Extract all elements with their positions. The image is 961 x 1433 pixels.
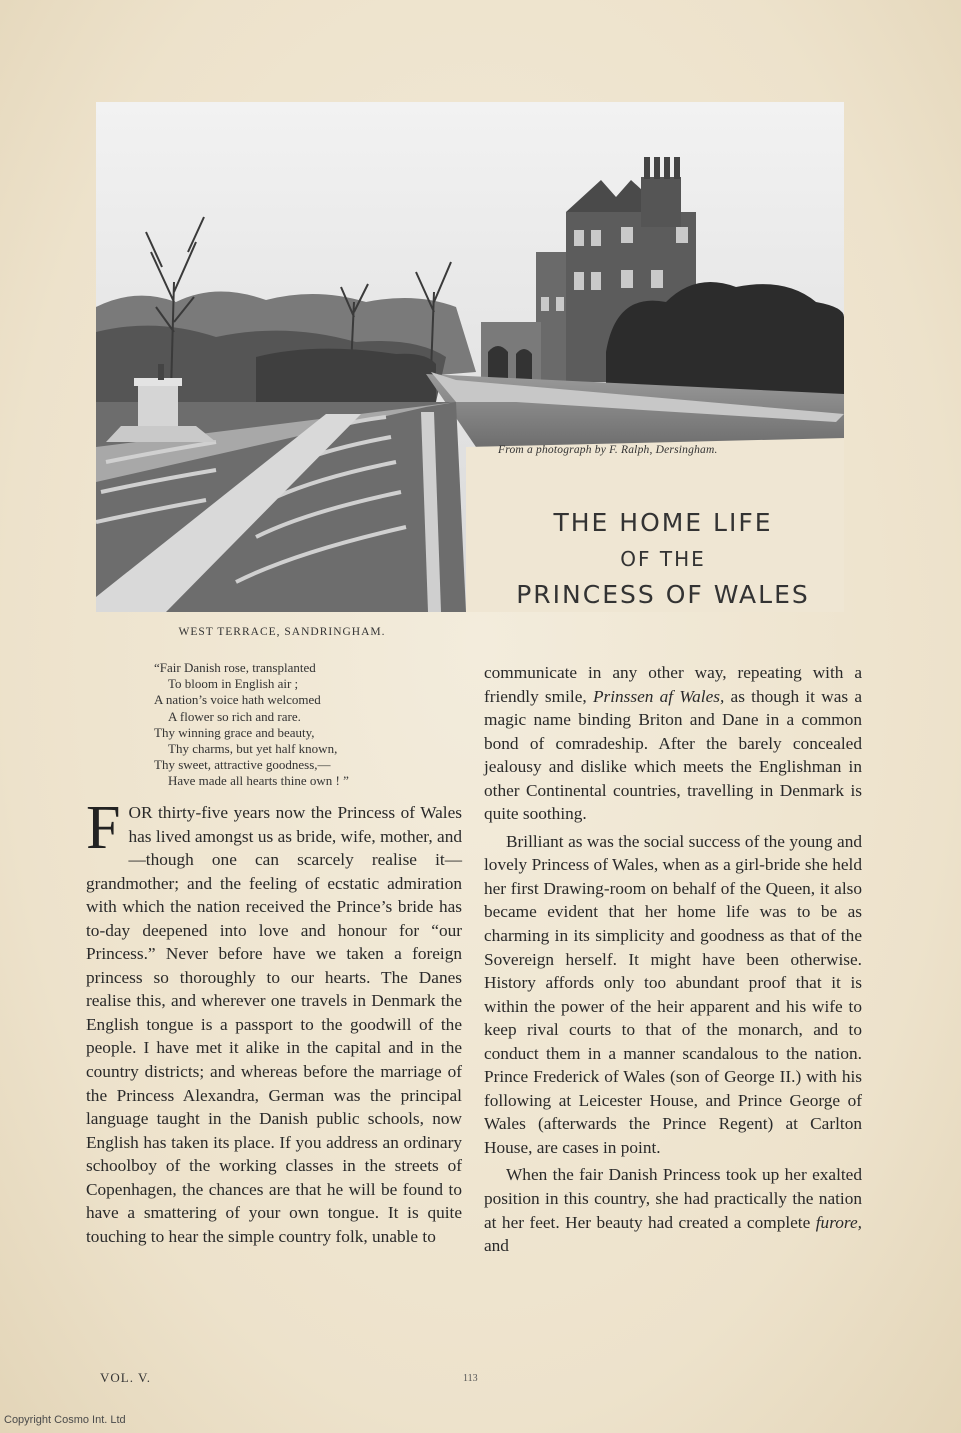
article-column-right xyxy=(484,661,862,1258)
poem-line: Thy winning grace and beauty, xyxy=(154,724,315,740)
title-line-3: PRINCESS OF WALES xyxy=(516,580,810,609)
poem-line: Have made all hearts thine own ! ” xyxy=(168,773,349,789)
epigraph-poem xyxy=(154,660,464,790)
article-title xyxy=(470,505,856,613)
poem-line: A nation’s voice hath welcomed xyxy=(154,692,321,708)
article-paragraph xyxy=(86,794,462,1248)
poem-line: Thy charms, but yet half known, xyxy=(168,741,338,757)
text-run: When the fair Danish Princess took up her exalted position in this country, she had practically the nation at her feet. Her beauty had created a complete xyxy=(484,1165,862,1232)
poem-line: “Fair Danish rose, transplanted xyxy=(154,660,316,675)
title-line-2: OF THE xyxy=(620,547,706,571)
title-line-1: THE HOME LIFE xyxy=(553,508,773,537)
article-column-left xyxy=(86,794,462,1248)
text-run: as though it was a magic name binding Briton and Dane in a common bond of comradeship. After the barely concealed jealousy and dislike which meets the Englishman in other Continental countries, travelling in Denmark is quite soothing. xyxy=(484,686,862,824)
article-paragraph xyxy=(484,661,862,826)
photo-caption: WEST TERRACE, SANDRINGHAM. xyxy=(178,626,386,638)
poem-line: To bloom in English air ; xyxy=(168,676,299,692)
poem-line: Thy sweet, attractive goodness,— xyxy=(154,757,331,773)
drop-cap: F xyxy=(86,794,121,862)
page-number: 113 xyxy=(463,1373,478,1384)
text-run: communicate in any other way, repeating with a friendly smile, xyxy=(484,663,862,706)
italic-phrase: furore, xyxy=(815,1212,862,1232)
poem-line: A flower so rich and rare. xyxy=(168,708,301,724)
left-column-text: OR thirty-five years now the Princess of Wales has lived amongst us as bride, wife, mother, and—though one can scarcely realise it—grandmother; and the feeling of ecstatic admiration with which the nation received the Prince’s bride has to-day deepened into love and honour for “our Princess.” Never before have we taken a foreign princess so thoroughly to our hearts. The Danes realise this, and wherever one travels in Denmark the English tongue is a passport to the goodwill of the people. I have met it alike in the capital and in the country districts; and whereas before the marriage of the Princess Alexandra, German was the principal language taught in the Danish public schools, now English has taken its place. If you address an ordinary schoolboy of the working classes in the streets of Copenhagen, the chances are that he will be found to have a smattering of your own tongue. It is quite touching to hear the simple country folk, unable to xyxy=(86,803,462,1246)
article-paragraph: Brilliant as was the social success of the young and lovely Princess of Wales, when as a girl-bride she held her first Drawing-room on behalf of the Queen, it also became evident that her home life was to be as charming in its simplicity and goodness as that of the Sovereign herself. It might have been otherwise. History affords only too abundant proof that it is within the power of the heir apparent and his wife to keep rival courts to that of the monarch, and to conduct them in a manner scandalous to the nation. Prince Frederick of Wales (son of George II.) with his following at Leicester House, and Prince George of Wales (afterwards the Prince Regent) at Carlton House, are cases in point. xyxy=(484,831,862,1157)
copyright-notice: Copyright Cosmo Int. Ltd xyxy=(4,1414,126,1426)
italic-phrase: Prinssen af Wales, xyxy=(592,686,725,706)
photo-credit: From a photograph by F. Ralph, Dersingham. xyxy=(498,444,718,456)
article-paragraph xyxy=(484,1163,862,1257)
volume-label: VOL. V. xyxy=(100,1370,151,1385)
text-run: and xyxy=(484,1236,509,1256)
